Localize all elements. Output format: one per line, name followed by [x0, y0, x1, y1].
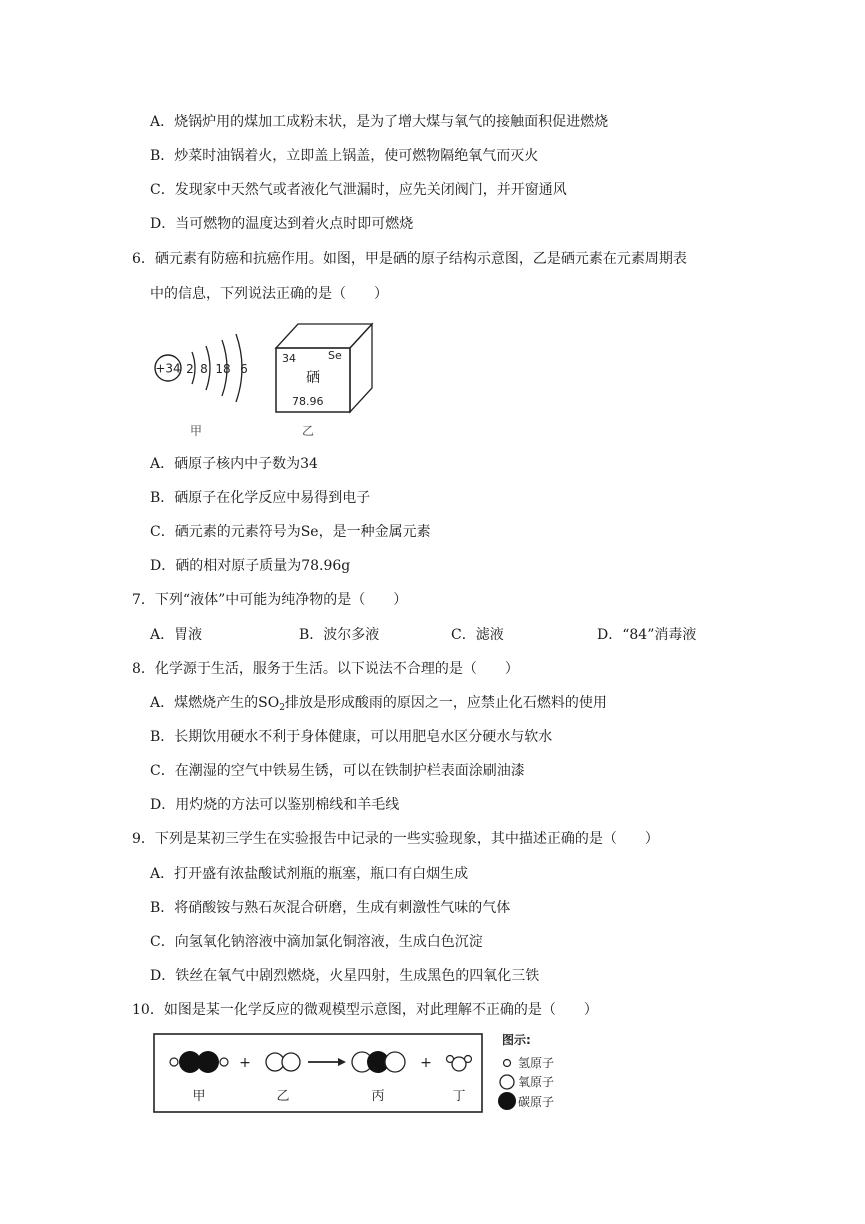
q6-option-b: B．硒原子在化学反应中易得到电子 [150, 490, 371, 506]
q7-option-b: B．波尔多液 [299, 627, 380, 643]
q10-stem: 10．如图是某一化学反应的微观模型示意图，对此理解不正确的是（ ） [132, 1002, 598, 1018]
q5-option-d: D．当可燃物的温度达到着火点时即可燃烧 [150, 216, 414, 232]
q7-stem: 7．下列“液体”中可能为纯净物的是（ ） [132, 592, 408, 608]
q9-stem: 9．下列是某初三学生在实验报告中记录的一些实验现象，其中描述正确的是（ ） [132, 831, 659, 847]
molecule-yi [266, 1053, 300, 1071]
shell-count-2: 8 [200, 362, 208, 376]
q9-option-d: D．铁丝在氧气中剧烈燃烧，火星四射，生成黑色的四氧化三铁 [150, 968, 540, 984]
q9-option-a: A．打开盛有浓盐酸试剂瓶的瓶塞，瓶口有白烟生成 [150, 866, 469, 882]
selenium-figure [148, 318, 388, 438]
q8-option-c: C．在潮湿的空气中铁易生锈，可以在铁制护栏表面涂刷油漆 [150, 763, 525, 779]
label-ding: 丁 [452, 1089, 466, 1104]
label-yi: 乙 [276, 1089, 290, 1104]
shell-count-3: 18 [215, 362, 231, 376]
q9-option-c: C．向氢氧化钠溶液中滴加氯化铜溶液，生成白色沉淀 [150, 934, 483, 950]
plus-sign-2: + [420, 1055, 432, 1071]
q8-option-d: D．用灼烧的方法可以鉴别棉线和羊毛线 [150, 797, 400, 813]
element-name: 硒 [306, 370, 320, 386]
legend-c-atom [498, 1092, 516, 1110]
q5-option-c: C．发现家中天然气或者液化气泄漏时，应先关闭阀门，并开窗通风 [150, 182, 567, 198]
q7-option-d: D．“84”消毒液 [597, 627, 697, 643]
periodic-table-cell [276, 324, 372, 438]
plus-sign-1: + [239, 1055, 251, 1071]
legend-h-atom [504, 1060, 511, 1067]
molecule-bing [352, 1051, 405, 1073]
label-bing: 丙 [371, 1089, 385, 1104]
legend-o-atom [500, 1075, 514, 1089]
q5-option-b: B．炒菜时油锅着火，立即盖上锅盖，使可燃物隔绝氧气而灭火 [150, 148, 539, 164]
q6-stem-line2: 中的信息，下列说法正确的是（ ） [150, 286, 388, 302]
label-jia: 甲 [192, 1089, 206, 1104]
q8-stem: 8．化学源于生活，服务于生活。以下说法不合理的是（ ） [132, 661, 519, 677]
legend-c-label: 碳原子 [518, 1095, 555, 1109]
legend-o-label: 氧原子 [518, 1075, 555, 1089]
q9-option-b: B．将硝酸铵与熟石灰混合研磨，生成有刺激性气味的气体 [150, 900, 511, 916]
label-yi: 乙 [301, 424, 315, 438]
q5-option-a: A．烧锅炉用的煤加工成粉末状，是为了增大煤与氧气的接触面积促进燃烧 [150, 114, 609, 130]
molecule-ding [447, 1056, 472, 1072]
q6-option-d: D．硒的相对原子质量为78.96g [150, 558, 351, 574]
q8-option-a: A．煤燃烧产生的$SO_2$排放是形成酸雨的原因之一，应禁止化石燃料的使用 [150, 695, 607, 713]
legend [498, 1033, 554, 1110]
q6-stem-line1: 6．硒元素有防癌和抗癌作用。如图，甲是硒的原子结构示意图，乙是硒元素在元素周期表 [132, 251, 687, 267]
legend-h-label: 氢原子 [518, 1056, 555, 1070]
shell-count-1: 2 [186, 362, 194, 376]
reaction-model-figure [150, 1030, 590, 1120]
legend-title: 图示: [502, 1033, 531, 1047]
atomic-mass: 78.96 [292, 395, 324, 408]
label-jia: 甲 [189, 424, 203, 438]
q6-option-c: C．硒元素的元素符号为Se，是一种金属元素 [150, 524, 431, 540]
nucleus-charge: +34 [155, 361, 181, 376]
atom-structure-diagram [155, 334, 248, 438]
element-symbol: Se [328, 349, 342, 362]
q7-option-c: C．滤液 [451, 627, 504, 643]
q7-option-a: A．胃液 [150, 627, 203, 643]
q6-option-a: A．硒原子核内中子数为34 [150, 456, 318, 472]
atomic-number: 34 [282, 352, 296, 365]
q8-option-b: B．长期饮用硬水不利于身体健康，可以用肥皂水区分硬水与软水 [150, 729, 553, 745]
shell-count-4: 6 [240, 362, 248, 376]
molecule-jia [170, 1051, 228, 1073]
